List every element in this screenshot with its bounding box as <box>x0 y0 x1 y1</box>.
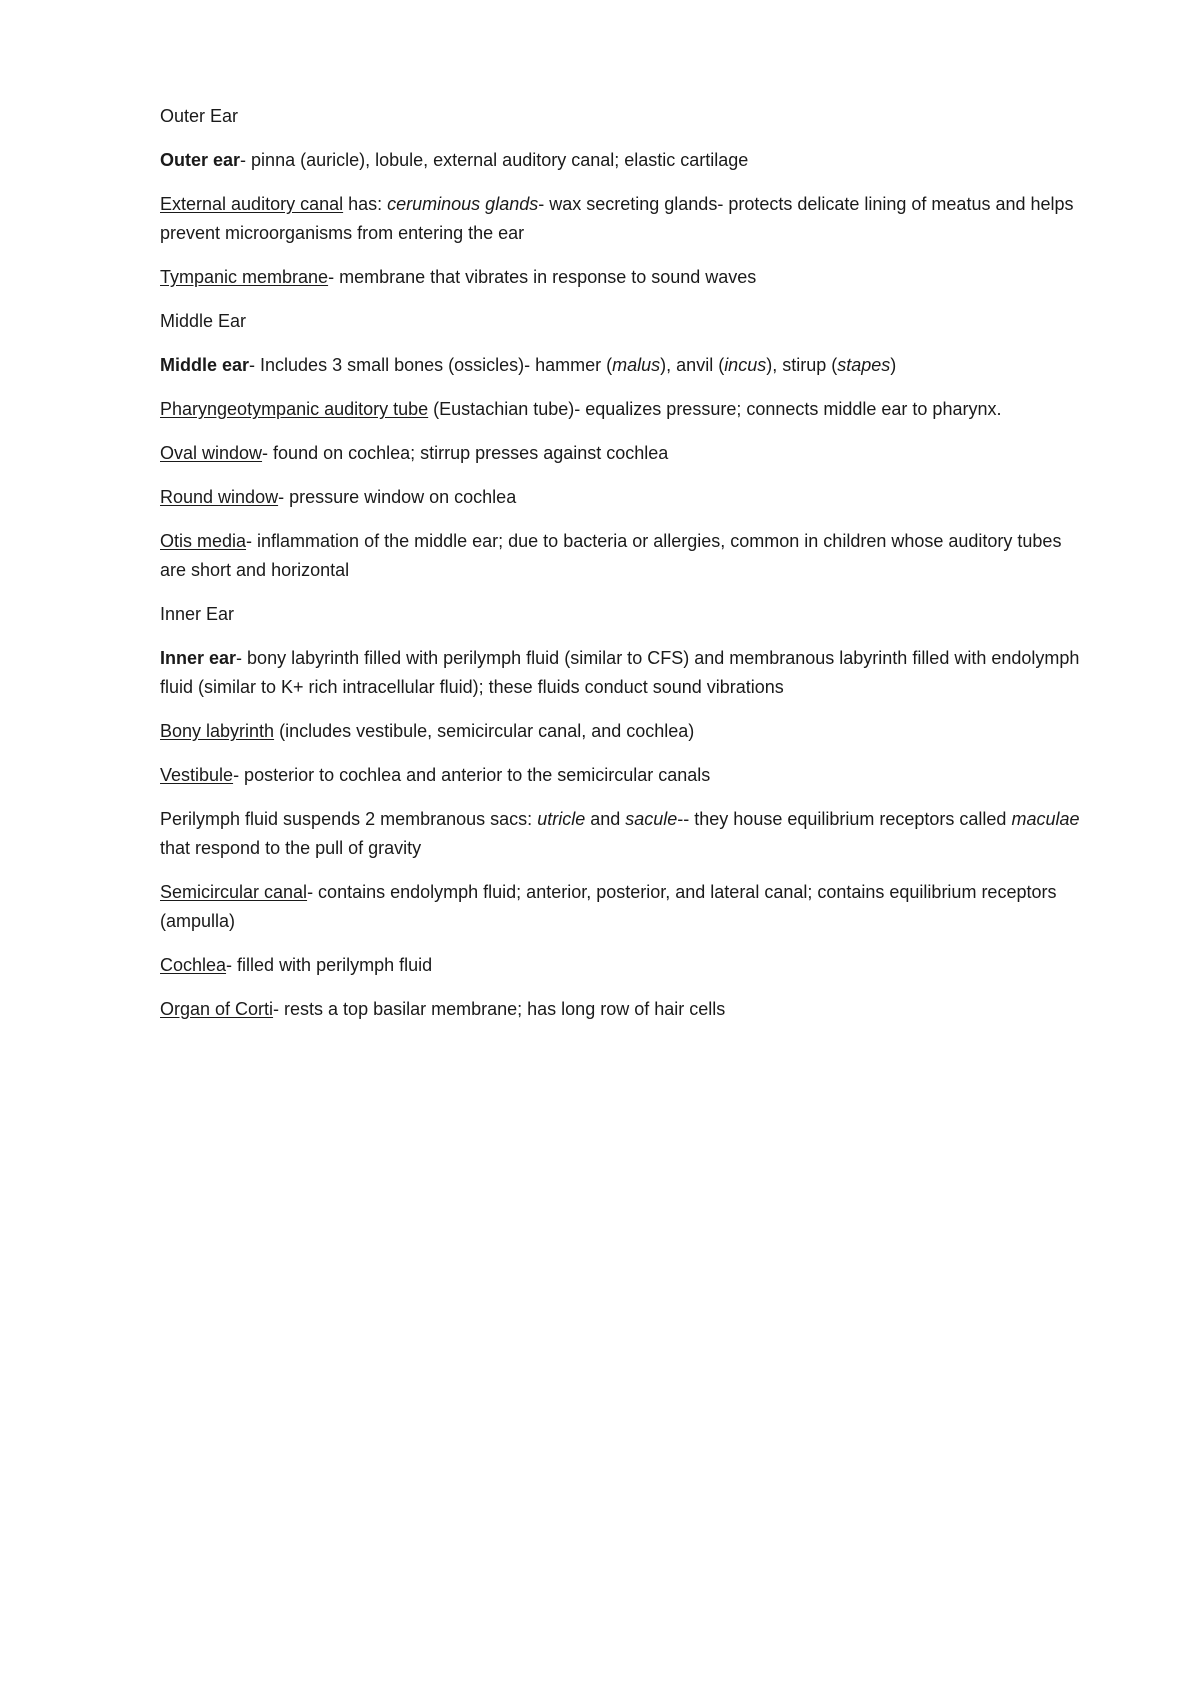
term-bold: Middle ear <box>160 355 250 375</box>
term-underlined: Semicircular canal <box>160 882 308 902</box>
text-span: - membrane that vibrates in response to sound waves <box>328 267 757 287</box>
term-italic: ceruminous glands <box>387 194 539 214</box>
paragraph-middle-ear-heading <box>160 307 1080 336</box>
text-span: - filled with perilymph fluid <box>226 955 433 975</box>
text-span: ), stirup ( <box>766 355 838 375</box>
paragraph-middle-ear <box>160 351 1080 380</box>
text-span: and <box>585 809 626 829</box>
text-span: -- they house equilibrium receptors called <box>677 809 1012 829</box>
text-span: ) <box>890 355 897 375</box>
document-body <box>160 102 1080 1039</box>
paragraph-vestibule <box>160 761 1080 790</box>
text-span: has: <box>343 194 388 214</box>
paragraph-round-window <box>160 483 1080 512</box>
term-underlined: Vestibule <box>160 765 234 785</box>
term-underlined: Round window <box>160 487 279 507</box>
text-span: Inner Ear <box>160 604 235 624</box>
term-underlined: Tympanic membrane <box>160 267 329 287</box>
text-span: Perilymph fluid suspends 2 membranous sacs: <box>160 809 538 829</box>
text-span: (includes vestibule, semicircular canal, and cochlea) <box>274 721 695 741</box>
paragraph-semicircular-canal <box>160 878 1080 936</box>
text-span: - bony labyrinth filled with perilymph fluid (similar to CFS) and membranous labyrinth filled with endolymph fluid (similar to K+ rich intracellular fluid); these fluids conduct sound vibrations <box>160 648 1080 697</box>
paragraph-bony-labyrinth <box>160 717 1080 746</box>
paragraph-external-auditory-canal <box>160 190 1080 248</box>
paragraph-cochlea <box>160 951 1080 980</box>
term-italic: stapes <box>837 355 891 375</box>
term-underlined: Cochlea <box>160 955 227 975</box>
text-span: - pinna (auricle), lobule, external auditory canal; elastic cartilage <box>240 150 749 170</box>
paragraph-oval-window <box>160 439 1080 468</box>
text-span: Outer Ear <box>160 106 239 126</box>
text-span: - wax secreting glands- protects delicate lining of meatus and helps prevent microorganisms from entering the ear <box>160 194 1074 243</box>
paragraph-perilymph-fluid <box>160 805 1080 863</box>
term-underlined: External auditory canal <box>160 194 344 214</box>
term-italic: incus <box>724 355 767 375</box>
text-span: - pressure window on cochlea <box>278 487 517 507</box>
text-span: - rests a top basilar membrane; has long row of hair cells <box>273 999 726 1019</box>
text-span: that respond to the pull of gravity <box>160 838 422 858</box>
term-underlined: Organ of Corti <box>160 999 274 1019</box>
term-underlined: Otis media <box>160 531 247 551</box>
text-span: - found on cochlea; stirrup presses against cochlea <box>262 443 669 463</box>
paragraph-inner-ear-heading <box>160 600 1080 629</box>
text-span: ), anvil ( <box>660 355 725 375</box>
text-span: - contains endolymph fluid; anterior, posterior, and lateral canal; contains equilibrium receptors (ampulla) <box>160 882 1057 931</box>
text-span: - Includes 3 small bones (ossicles)- hammer ( <box>249 355 613 375</box>
text-span: - posterior to cochlea and anterior to the semicircular canals <box>233 765 711 785</box>
paragraph-otis-media <box>160 527 1080 585</box>
term-italic: sacule <box>625 809 678 829</box>
term-italic: maculae <box>1011 809 1080 829</box>
paragraph-outer-ear <box>160 146 1080 175</box>
term-underlined: Pharyngeotympanic auditory tube <box>160 399 429 419</box>
text-span: (Eustachian tube)- equalizes pressure; connects middle ear to pharynx. <box>428 399 1002 419</box>
term-bold: Inner ear <box>160 648 237 668</box>
paragraph-pharyngeotympanic-tube <box>160 395 1080 424</box>
paragraph-tympanic-membrane <box>160 263 1080 292</box>
paragraph-organ-of-corti <box>160 995 1080 1024</box>
paragraph-outer-ear-heading <box>160 102 1080 131</box>
term-underlined: Bony labyrinth <box>160 721 275 741</box>
text-span: Middle Ear <box>160 311 247 331</box>
term-bold: Outer ear <box>160 150 241 170</box>
term-italic: utricle <box>537 809 586 829</box>
paragraph-inner-ear <box>160 644 1080 702</box>
term-underlined: Oval window <box>160 443 263 463</box>
text-span: - inflammation of the middle ear; due to bacteria or allergies, common in children whose auditory tubes are short and horizontal <box>160 531 1062 580</box>
term-italic: malus <box>612 355 661 375</box>
